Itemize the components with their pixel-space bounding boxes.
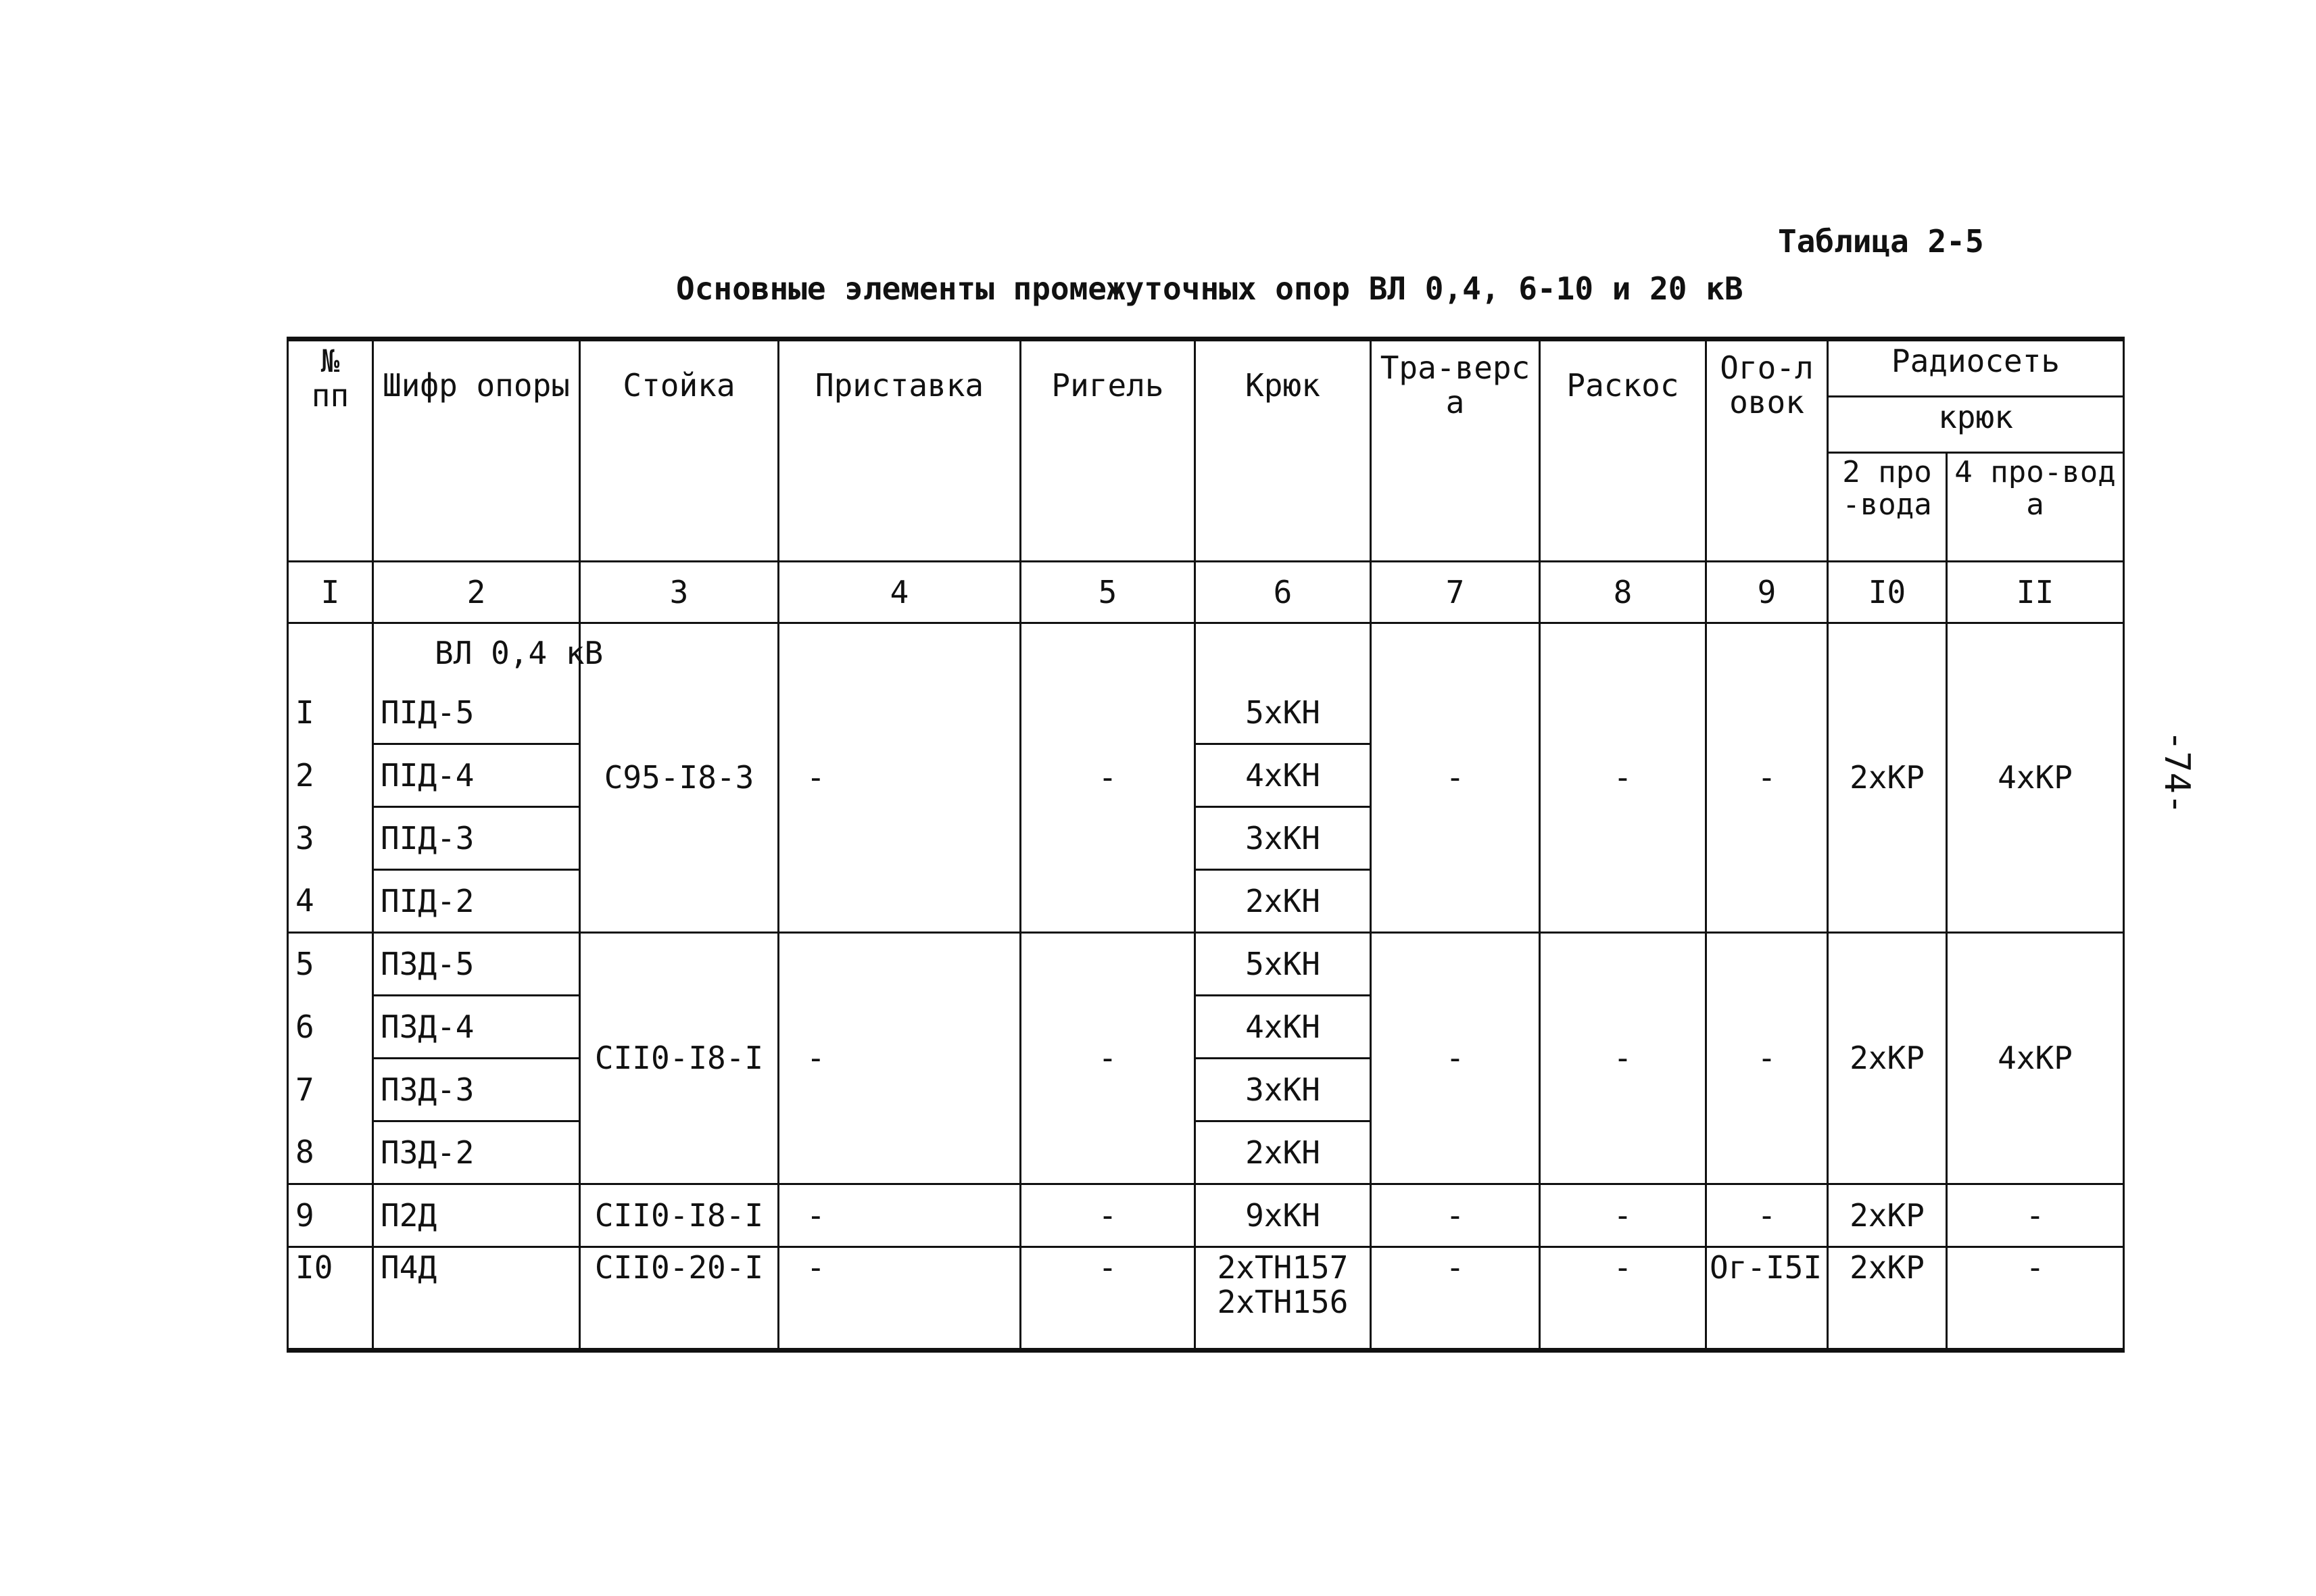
colnum-11: II — [1947, 562, 2124, 623]
table-cell: 2хКР — [1828, 933, 1947, 1184]
hook-value: 2хКН — [1195, 870, 1371, 933]
support-code: ПIД-5 — [373, 682, 580, 744]
table-cell: - — [779, 933, 1021, 1184]
support-code: П3Д-5 — [373, 933, 580, 996]
colnum-4: 4 — [779, 562, 1021, 623]
table-row — [288, 1247, 2124, 1351]
section-title: ВЛ 0,4 кВ — [373, 623, 580, 683]
table-cell: С95-I8-3 — [580, 623, 779, 933]
colnum-2: 2 — [373, 562, 580, 623]
header-crossbar: Ригель — [1021, 339, 1195, 562]
colnum-8: 8 — [1540, 562, 1706, 623]
table-cell: 4хКР — [1947, 933, 2124, 1184]
hook-value: 3хКН — [1195, 807, 1371, 870]
table-cell: - — [1540, 933, 1706, 1184]
hook-value: 9хКН — [1195, 1184, 1371, 1247]
table-title: Основные элементы промежуточных опор ВЛ 0,4, 6-10 и 20 кВ — [676, 270, 1743, 307]
hook-value: 4хКН — [1195, 996, 1371, 1059]
table-cell: Ог-I5I — [1706, 1247, 1828, 1351]
header-2wires: 2 про-вода — [1828, 453, 1947, 562]
table-cell: - — [1021, 1247, 1195, 1351]
support-code: ПIД-4 — [373, 744, 580, 807]
table-cell: 2хКР — [1828, 1247, 1947, 1351]
row-number: 2 — [288, 744, 373, 807]
support-code: ПIД-2 — [373, 870, 580, 933]
table-cell: СII0-20-I — [580, 1247, 779, 1351]
header-4wires: 4 про-вода — [1947, 453, 2124, 562]
header-radio-hook: крюк — [1828, 397, 2124, 453]
support-code: ПIД-3 — [373, 807, 580, 870]
colnum-10: I0 — [1828, 562, 1947, 623]
header-cap: Ого-ловок — [1706, 339, 1828, 562]
column-numbers-row — [288, 562, 2124, 623]
hook-value: 2хТН157 — [1217, 1249, 1349, 1286]
row-number: 7 — [288, 1059, 373, 1121]
header-insert: Приставка — [779, 339, 1021, 562]
colnum-1: I — [288, 562, 373, 623]
table-cell: - — [1021, 933, 1195, 1184]
header-hook: Крюк — [1195, 339, 1371, 562]
row-number: 4 — [288, 870, 373, 933]
table-cell: 2хКР — [1828, 1184, 1947, 1247]
table-cell: - — [1021, 623, 1195, 933]
table-cell: - — [779, 1184, 1021, 1247]
table-cell: - — [1947, 1184, 2124, 1247]
table-cell: - — [1371, 1184, 1540, 1247]
header-traverse: Тра-верса — [1371, 339, 1540, 562]
row-number: 8 — [288, 1121, 373, 1184]
hook-value: 4хКН — [1195, 744, 1371, 807]
table-cell: - — [1021, 1184, 1195, 1247]
header-radio: Радиосеть — [1828, 339, 2124, 397]
support-code: П3Д-2 — [373, 1121, 580, 1184]
hook-value: 3хКН — [1195, 1059, 1371, 1121]
hook-value: 2хТН156 — [1217, 1283, 1349, 1320]
table-cell: - — [1706, 1184, 1828, 1247]
row-number: 3 — [288, 807, 373, 870]
table-cell: - — [1706, 933, 1828, 1184]
table-row — [288, 933, 2124, 996]
table-cell: - — [1947, 1247, 2124, 1351]
row-number: 5 — [288, 933, 373, 996]
colnum-6: 6 — [1195, 562, 1371, 623]
row-number: I — [288, 682, 373, 744]
support-code: П3Д-3 — [373, 1059, 580, 1121]
table-cell: - — [1540, 623, 1706, 933]
support-code: П2Д — [373, 1184, 580, 1247]
table-cell: - — [1706, 623, 1828, 933]
header-row-1 — [288, 339, 2124, 397]
section-row — [288, 623, 2124, 683]
support-code: П4Д — [373, 1247, 580, 1351]
table-row — [288, 1184, 2124, 1247]
hook-cell — [1195, 1247, 1371, 1351]
table-cell: - — [1540, 1247, 1706, 1351]
row-number: 6 — [288, 996, 373, 1059]
row-number: 9 — [288, 1184, 373, 1247]
support-code: П3Д-4 — [373, 996, 580, 1059]
elements-table — [287, 337, 2125, 1353]
row-number: I0 — [288, 1247, 373, 1351]
table-cell: СII0-I8-I — [580, 1184, 779, 1247]
header-code: Шифр опоры — [373, 339, 580, 562]
hook-value: 2хКН — [1195, 1121, 1371, 1184]
header-no: № пп — [288, 339, 373, 562]
colnum-5: 5 — [1021, 562, 1195, 623]
colnum-7: 7 — [1371, 562, 1540, 623]
header-brace: Раскос — [1540, 339, 1706, 562]
table-cell: СII0-I8-I — [580, 933, 779, 1184]
hook-value: 5хКН — [1195, 933, 1371, 996]
table-cell: - — [1371, 623, 1540, 933]
hook-value: 5хКН — [1195, 682, 1371, 744]
table-cell: - — [1371, 1247, 1540, 1351]
table-cell: - — [1540, 1184, 1706, 1247]
table-cell: 2хКР — [1828, 623, 1947, 933]
table-cell: 4хКР — [1947, 623, 2124, 933]
page-number: -74- — [2156, 730, 2197, 815]
colnum-9: 9 — [1706, 562, 1828, 623]
colnum-3: 3 — [580, 562, 779, 623]
table-cell: - — [779, 1247, 1021, 1351]
table-cell: - — [779, 623, 1021, 933]
header-post: Стойка — [580, 339, 779, 562]
table-cell: - — [1371, 933, 1540, 1184]
table-number: Таблица 2-5 — [1778, 223, 1984, 260]
